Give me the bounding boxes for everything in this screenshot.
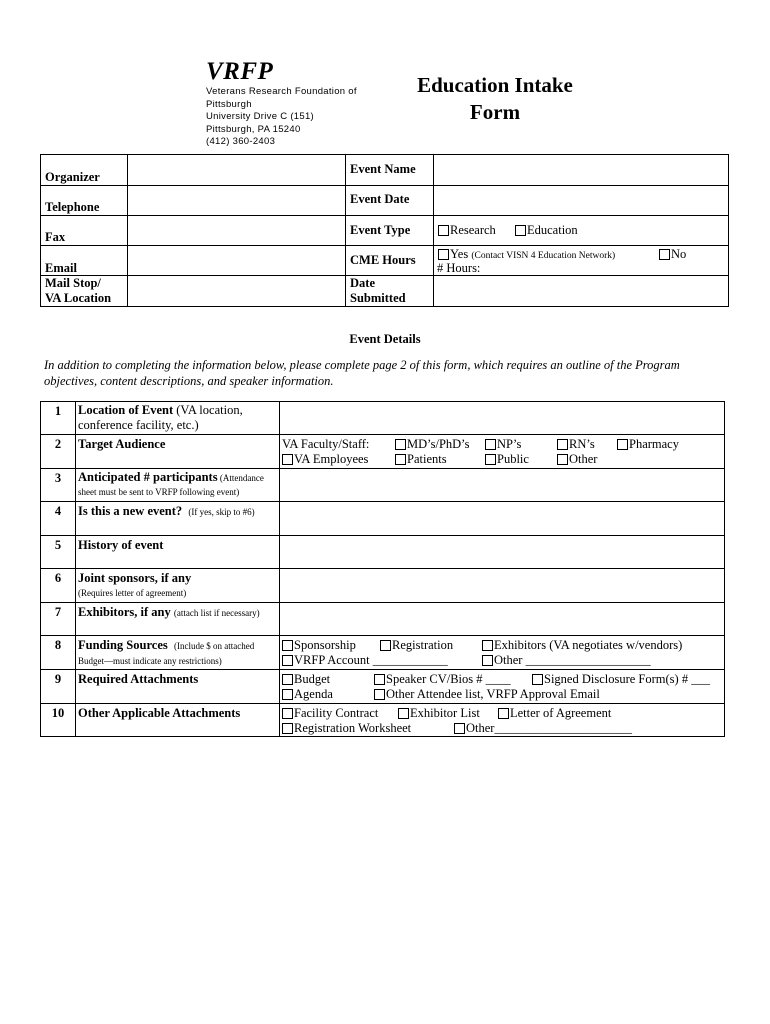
required-speaker-cv-option[interactable] (374, 672, 511, 686)
telephone-label: Telephone (45, 200, 100, 214)
checkbox-icon[interactable] (515, 225, 526, 236)
anticipated-participants-label (78, 471, 278, 499)
row-number: 10 (51, 706, 65, 720)
option-label: Public (497, 452, 529, 466)
other-registration-worksheet-option[interactable] (282, 721, 411, 735)
audience-patients-option[interactable] (395, 452, 447, 466)
audience-public-option[interactable] (485, 452, 529, 466)
date-label: Date (350, 276, 375, 290)
cme-yes-note: (Contact VISN 4 Education Network) (471, 251, 616, 261)
new-event-label (78, 504, 278, 520)
location-of-event-label (78, 403, 278, 433)
other-exhibitor-list-option[interactable] (398, 706, 480, 720)
history-of-event-field[interactable] (281, 536, 723, 567)
checkbox-icon[interactable] (498, 708, 509, 719)
checkbox-icon[interactable] (659, 249, 670, 260)
option-label: Budget (294, 672, 331, 686)
organization-address (206, 86, 357, 149)
row-label-note: (Attendance (217, 473, 264, 483)
phone-number: (412) 360-2403 (206, 136, 276, 148)
row-number: 5 (54, 538, 62, 552)
checkbox-icon[interactable] (282, 655, 293, 666)
va-location-label: VA Location (45, 291, 112, 305)
option-label: Other Attendee list, VRFP Approval Email (386, 687, 600, 701)
va-faculty-staff-label: VA Faculty/Staff: (282, 437, 370, 451)
cme-no-label: No (671, 247, 687, 261)
funding-other-option[interactable] (482, 653, 651, 667)
event-details-heading: Event Details (349, 332, 421, 346)
funding-exhibitors-option[interactable] (482, 638, 682, 652)
row-number: 6 (54, 571, 62, 585)
event-details-instructions: In addition to completing the information below, please complete page 2 of this form, which requires an outline of the Program objectives, content descriptions, and speaker information. (44, 358, 680, 388)
fax-field[interactable] (128, 216, 344, 244)
required-attachments-label (78, 672, 278, 687)
checkbox-icon[interactable] (482, 655, 493, 666)
row-number: 4 (54, 504, 62, 518)
email-field[interactable] (128, 246, 344, 274)
row-number: 3 (54, 471, 62, 485)
row-label-text: Other Applicable Attachments (78, 706, 241, 720)
row-number: 9 (54, 672, 62, 686)
funding-vrfp-account-option[interactable] (282, 653, 448, 667)
anticipated-participants-field[interactable] (281, 469, 723, 500)
location-of-event-field[interactable] (281, 402, 723, 433)
audience-other-option[interactable] (557, 452, 597, 466)
event-type-research-option[interactable] (438, 223, 496, 237)
checkbox-icon[interactable] (557, 454, 568, 465)
event-type-education-option[interactable] (515, 223, 578, 237)
checkbox-icon[interactable] (438, 249, 449, 260)
event-date-label: Event Date (350, 192, 410, 206)
other-letter-of-agreement-option[interactable] (498, 706, 611, 720)
row-label-text: Location of Event (78, 403, 174, 417)
row-label-note: sheet must be sent to VRFP following event) (78, 487, 240, 497)
audience-nps-option[interactable] (485, 437, 521, 451)
title-line-2: Form (469, 100, 521, 124)
fax-label: Fax (45, 230, 66, 244)
target-audience-label (78, 437, 278, 452)
address-line-1: University Drive C (151) (206, 111, 315, 123)
education-label: Education (527, 223, 578, 237)
row-label-note: (VA location, conference facility, etc.) (78, 403, 243, 432)
option-label: Signed Disclosure Form(s) # ___ (544, 672, 710, 686)
event-name-label: Event Name (350, 162, 416, 176)
checkbox-icon[interactable] (617, 439, 628, 450)
option-label: Exhibitors (VA negotiates w/vendors) (494, 638, 683, 652)
checkbox-icon[interactable] (282, 640, 293, 651)
funding-registration-option[interactable] (380, 638, 453, 652)
audience-va-employees-option[interactable] (282, 452, 368, 466)
option-label: Exhibitor List (410, 706, 480, 720)
checkbox-icon[interactable] (395, 454, 406, 465)
checkbox-icon[interactable] (485, 454, 496, 465)
option-label: VRFP Account ____________ (294, 653, 448, 667)
cme-hours-count-label: # Hours: (437, 261, 481, 275)
org-city: Pittsburgh (206, 98, 252, 110)
new-event-field[interactable] (281, 502, 723, 534)
cme-no-option[interactable] (659, 247, 686, 261)
row-label-text: Required Attachments (78, 672, 199, 686)
mail-stop-label: Mail Stop/ (45, 276, 101, 290)
event-type-label: Event Type (350, 223, 411, 237)
funding-sources-label (78, 638, 278, 668)
option-label: Registration Worksheet (294, 721, 412, 735)
other-other-option[interactable] (454, 721, 632, 735)
option-label: Sponsorship (294, 638, 356, 652)
option-label: MD’s/PhD’s (407, 437, 470, 451)
organizer-field[interactable] (128, 155, 344, 184)
checkbox-icon[interactable] (482, 640, 493, 651)
checkbox-icon[interactable] (532, 674, 543, 685)
row-label-text: Funding Sources (78, 638, 168, 652)
address-line-2: Pittsburgh, PA 15240 (206, 123, 301, 135)
other-facility-contract-option[interactable] (282, 706, 378, 720)
option-label: Pharmacy (629, 437, 679, 451)
cme-hours-label: CME Hours (350, 253, 416, 267)
submitted-label: Submitted (350, 291, 406, 305)
option-label: Agenda (294, 687, 333, 701)
row-label-note: Budget—must indicate any restrictions) (78, 656, 222, 666)
row-label-note: (Requires letter of agreement) (78, 588, 187, 598)
organizer-label: Organizer (45, 170, 100, 184)
required-agenda-option[interactable] (282, 687, 333, 701)
exhibitors-label (78, 605, 278, 621)
title-line-1: Education Intake (417, 73, 573, 97)
checkbox-icon[interactable] (282, 708, 293, 719)
checkbox-icon[interactable] (395, 439, 406, 450)
funding-sponsorship-option[interactable] (282, 638, 356, 652)
checkbox-icon[interactable] (374, 674, 385, 685)
option-label: Registration (392, 638, 454, 652)
row-number: 2 (54, 437, 62, 451)
option-label: Other (569, 452, 598, 466)
row-label-note: (If yes, skip to #6) (188, 507, 255, 517)
checkbox-icon[interactable] (438, 225, 449, 236)
exhibitors-field[interactable] (281, 603, 723, 634)
other-attachments-label (78, 706, 278, 721)
option-label: VA Employees (294, 452, 369, 466)
email-label: Email (45, 261, 77, 275)
cme-yes-label: Yes (450, 247, 469, 261)
audience-mds-option[interactable] (395, 437, 470, 451)
row-label-text: Joint sponsors, if any (78, 571, 192, 585)
option-label: NP’s (497, 437, 522, 451)
row-label-text: Exhibitors, if any (78, 605, 171, 619)
checkbox-icon[interactable] (282, 674, 293, 685)
row-label-text: Anticipated # participants (78, 470, 218, 484)
required-budget-option[interactable] (282, 672, 330, 686)
option-label: Patients (407, 452, 447, 466)
history-of-event-label (78, 538, 278, 553)
required-disclosure-option[interactable] (532, 672, 710, 686)
row-label-note: (attach list if necessary) (173, 608, 260, 618)
checkbox-icon[interactable] (282, 454, 293, 465)
checkbox-icon[interactable] (282, 723, 293, 734)
event-date-field[interactable] (434, 186, 727, 214)
option-label: Letter of Agreement (510, 706, 612, 720)
form-title (395, 72, 595, 126)
required-other-attendee-option[interactable] (374, 687, 600, 701)
checkbox-icon[interactable] (282, 689, 293, 700)
research-label: Research (450, 223, 496, 237)
checkbox-icon[interactable] (557, 439, 568, 450)
row-number: 1 (54, 404, 62, 418)
vrfp-logo: VRFP (206, 58, 274, 85)
joint-sponsors-field[interactable] (281, 569, 723, 601)
row-number: 7 (54, 605, 62, 619)
option-label: Facility Contract (294, 706, 379, 720)
checkbox-icon[interactable] (380, 640, 391, 651)
option-label: Other ____________________ (494, 653, 651, 667)
row-label-text: Is this a new event? (78, 504, 183, 518)
event-name-field[interactable] (434, 155, 727, 184)
option-label: Speaker CV/Bios # ____ (386, 672, 511, 686)
checkbox-icon[interactable] (374, 689, 385, 700)
telephone-field[interactable] (128, 186, 344, 214)
audience-pharmacy-option[interactable] (617, 437, 679, 451)
option-label: RN’s (569, 437, 595, 451)
row-label-text: History of event (78, 538, 164, 552)
row-label-text: Target Audience (78, 437, 166, 451)
row-label-note: (Include $ on attached (173, 641, 255, 651)
option-label: Other______________________ (466, 721, 632, 735)
date-submitted-field[interactable] (434, 276, 727, 305)
row-number: 8 (54, 638, 62, 652)
checkbox-icon[interactable] (398, 708, 409, 719)
mail-stop-field[interactable] (128, 276, 344, 305)
joint-sponsors-label (78, 571, 278, 600)
audience-rns-option[interactable] (557, 437, 595, 451)
checkbox-icon[interactable] (485, 439, 496, 450)
checkbox-icon[interactable] (454, 723, 465, 734)
org-name: Veterans Research Foundation of (206, 86, 357, 97)
